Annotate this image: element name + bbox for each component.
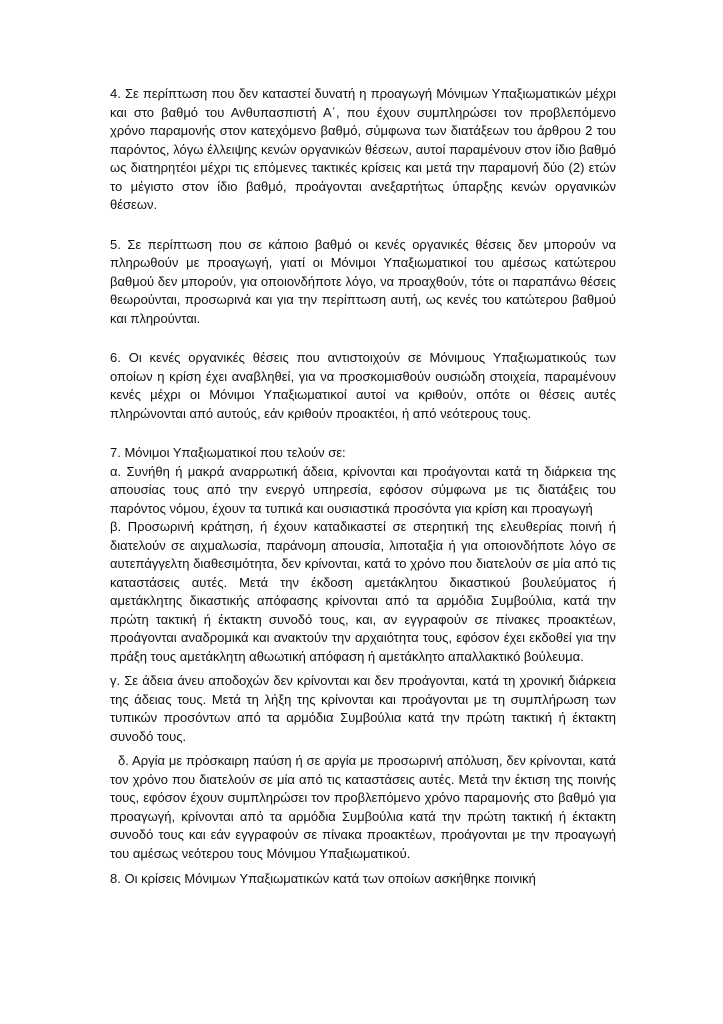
paragraph-7-intro: 7. Μόνιμοι Υπαξιωματικοί που τελούν σε: [110, 445, 346, 460]
paragraph-8: 8. Οι κρίσεις Μόνιμων Υπαξιωματικών κατά των οποίων ασκήθηκε ποινική [110, 871, 536, 886]
paragraph-4: 4. Σε περίπτωση που δεν καταστεί δυνατή η προαγωγή Μόνιμων Υπαξιωματικών μέχρι και στο βαθμό του Ανθυπασπιστή Α΄, που έχουν συμπληρώσει τον προβλεπόμενο χρόνο παραμονής στον κατεχόμενο βαθμό, σύμφωνα των διατάξεων του άρθρου 2 του παρόντος, λόγω έλλειψης κενών οργανικών θέσεων, αυτοί παραμένουν στον ίδιο βαθμό ως διατηρητέοι μέχρι τις επόμενες τακτικές κρίσεις και μετά την παραμονή δύο (2) ετών το μέγιστο στον ίδιο βαθμό, προάγονται ανεξαρτήτως ύπαρξης κενών οργανικών θέσεων. [110, 86, 616, 212]
document-page [110, 85, 616, 889]
paragraph-6: 6. Οι κενές οργανικές θέσεις που αντιστοιχούν σε Μόνιμους Υπαξιωματικούς των οποίων η κρίση έχει αναβληθεί, για να προσκομισθούν ουσιώδη στοιχεία, παραμένουν κενές μέχρι οι Μόνιμοι Υπαξιωματικοί αυτοί να κριθούν, οπότε οι θέσεις αυτές πληρώνονται από αυτούς, εάν κριθούν προακτέοι, ή από νεότερους τους. [110, 350, 616, 421]
paragraph-5: 5. Σε περίπτωση που σε κάποιο βαθμό οι κενές οργανικές θέσεις δεν μπορούν να πληρωθούν με προαγωγή, γιατί οι Μόνιμοι Υπαξιωματικοί του αμέσως κατώτερου βαθμού δεν μπορούν, για οποιονδήποτε λόγο, να προαχθούν, τότε οι παραπάνω θέσεις θεωρούνται, προσωρινά και για την περίπτωση αυτή, ως κενές του κατώτερου βαθμού και πληρούνται. [110, 236, 616, 326]
paragraph-7-item-c: γ. Σε άδεια άνευ αποδοχών δεν κρίνονται και δεν προάγονται, κατά τη χρονική διάρκεια της άδειας τους. Μετά τη λήξη της κρίνονται και προάγονται με τη συμπλήρωση των τυπικών προσόντων από τα αρμόδια Συμβούλια κατά την πρώτη τακτική ή έκτακτη συνοδό τους. [110, 673, 616, 744]
paragraph-7-item-b: β. Προσωρινή κράτηση, ή έχουν καταδικαστεί σε στερητική της ελευθερίας ποινή ή διατελούν σε αιχμαλωσία, παράνομη απουσία, λιποταξία ή για οποιονδήποτε λόγο σε αυτεπάγγελτη διαθεσιμότητα, δεν κρίνονται, κατά το χρόνο που διατελούν σε μία από τις καταστάσεις αυτές. Μετά την έκδοση αμετάκλητου δικαστικού βουλεύματος ή αμετάκλητης δικαστικής απόφασης κρίνονται από τα αρμόδια Συμβούλια, κατά την πρώτη τακτική ή έκτακτη συνοδό τους, και, αν εγγραφούν σε πίνακες προακτέων, προάγονται αναδρομικά και ανακτούν την αρχαιότητα τους, εφόσον έχει εκδοθεί για την πράξη τους αμετάκλητη αθωωτική απόφαση ή αμετάκλητο απαλλακτικό βούλευμα. [110, 519, 616, 664]
paragraph-7-item-a: α. Συνήθη ή μακρά αναρρωτική άδεια, κρίνονται και προάγονται κατά τη διάρκεια της απουσίας τους από την ενεργό υπηρεσία, εφόσον σύμφωνα με τις διατάξεις του παρόντος νόμου, έχουν τα τυπικά και ουσιαστικά προσόντα για κρίση και προαγωγή [110, 463, 616, 516]
paragraph-7-item-d: δ. Αργία με πρόσκαιρη παύση ή σε αργία με προσωρινή απόλυση, δεν κρίνονται, κατά τον χρόνο που διατελούν σε μία από τις καταστάσεις αυτές. Μετά την έκτιση της ποινής τους, εφόσον έχουν συμπληρώσει τον προβλεπόμενο χρόνο παραμονής στο βαθμό για προαγωγή, κρίνονται από τα αρμόδια Συμβούλια κατά την πρώτη τακτική ή έκτακτη συνοδό τους και εάν εγγραφούν σε πίνακα προακτέων, προάγονται με την προαγωγή του αμέσως νεότερου τους Μόνιμου Υπαξιωματικού. [110, 753, 616, 861]
paragraph-7 [110, 444, 616, 863]
